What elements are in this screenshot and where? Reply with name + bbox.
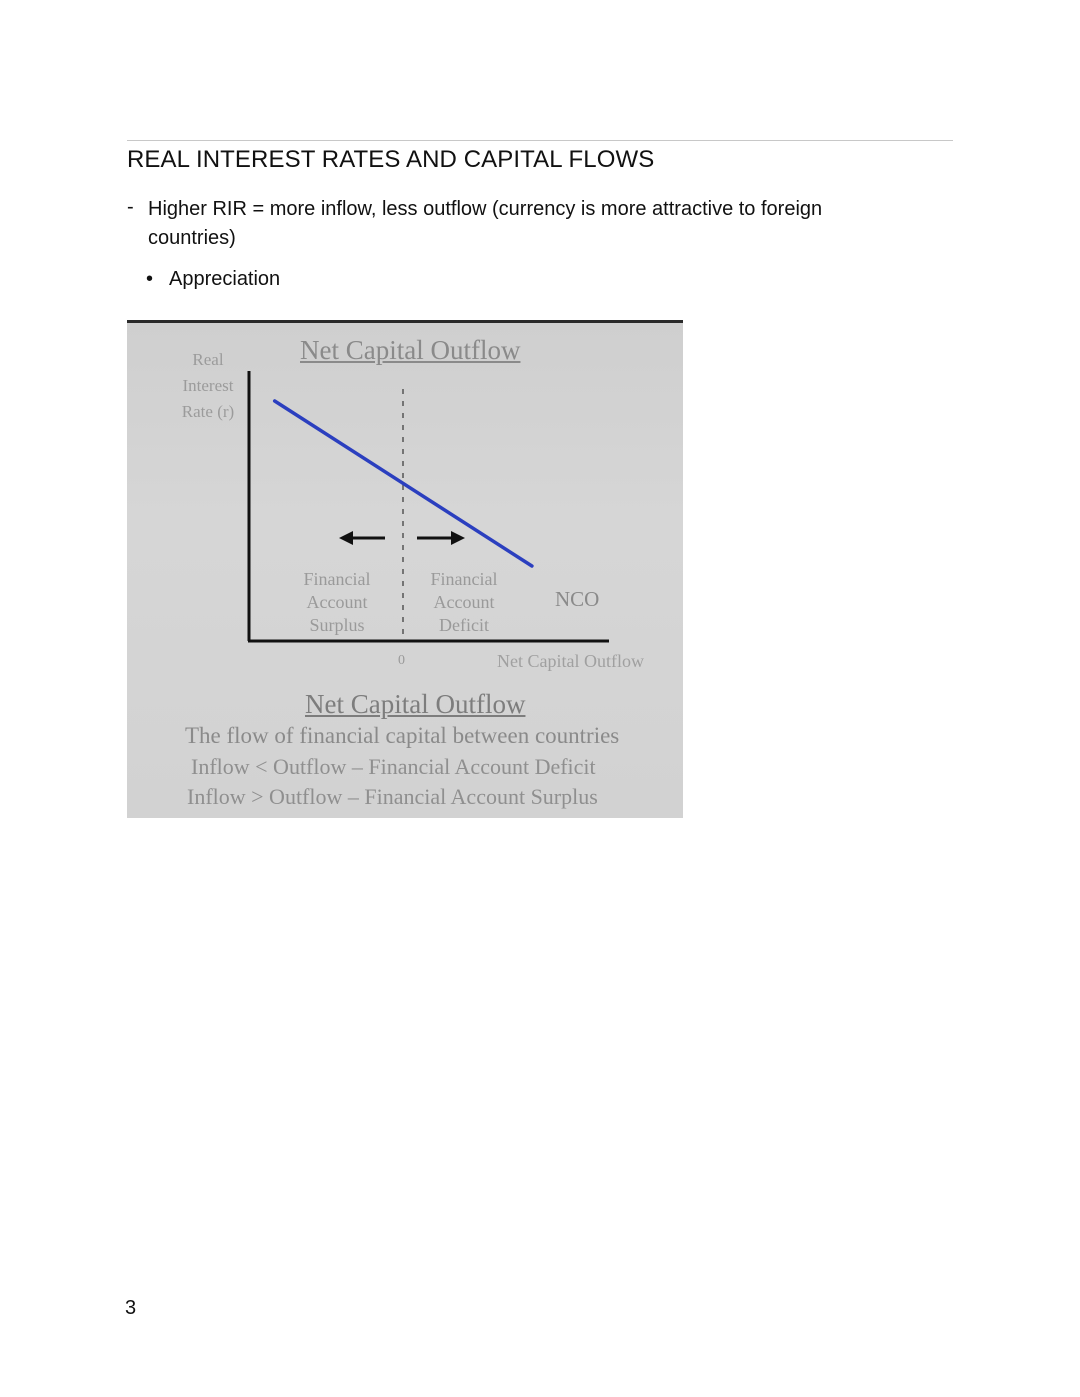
bullet-item-appreciation: Appreciation: [169, 268, 281, 290]
arrow-right-icon: [417, 531, 465, 545]
definition-title: Net Capital Outflow: [305, 689, 526, 719]
section-heading: REAL INTEREST RATES AND CAPITAL FLOWS: [127, 146, 655, 173]
financial-account-deficit-label: Financial Account Deficit: [430, 569, 498, 635]
body-paragraph: Higher RIR = more inflow, less outflow (currency is more attractive to foreign countries): [148, 198, 823, 249]
nco-curve-label: NCO: [555, 587, 600, 611]
bullet-marker: •: [146, 268, 154, 290]
top-divider: [127, 140, 953, 141]
definition-text: The flow of financial capital between countries: [185, 723, 620, 748]
financial-account-surplus-label: Financial Account Surplus: [303, 569, 371, 635]
x-axis-label: Net Capital Outflow: [497, 651, 644, 671]
rule-surplus: Inflow > Outflow – Financial Account Surplus: [187, 784, 598, 809]
arrow-left-icon: [339, 531, 385, 545]
chart-title: Net Capital Outflow: [300, 335, 521, 365]
dash-marker: -: [127, 196, 134, 218]
x-tick-zero: 0: [398, 653, 405, 668]
rule-deficit: Inflow < Outflow – Financial Account Deficit: [191, 754, 596, 779]
page-number: 3: [125, 1297, 137, 1319]
y-axis-label: Real Interest Rate (r): [181, 350, 235, 421]
slide-image: [127, 320, 683, 818]
